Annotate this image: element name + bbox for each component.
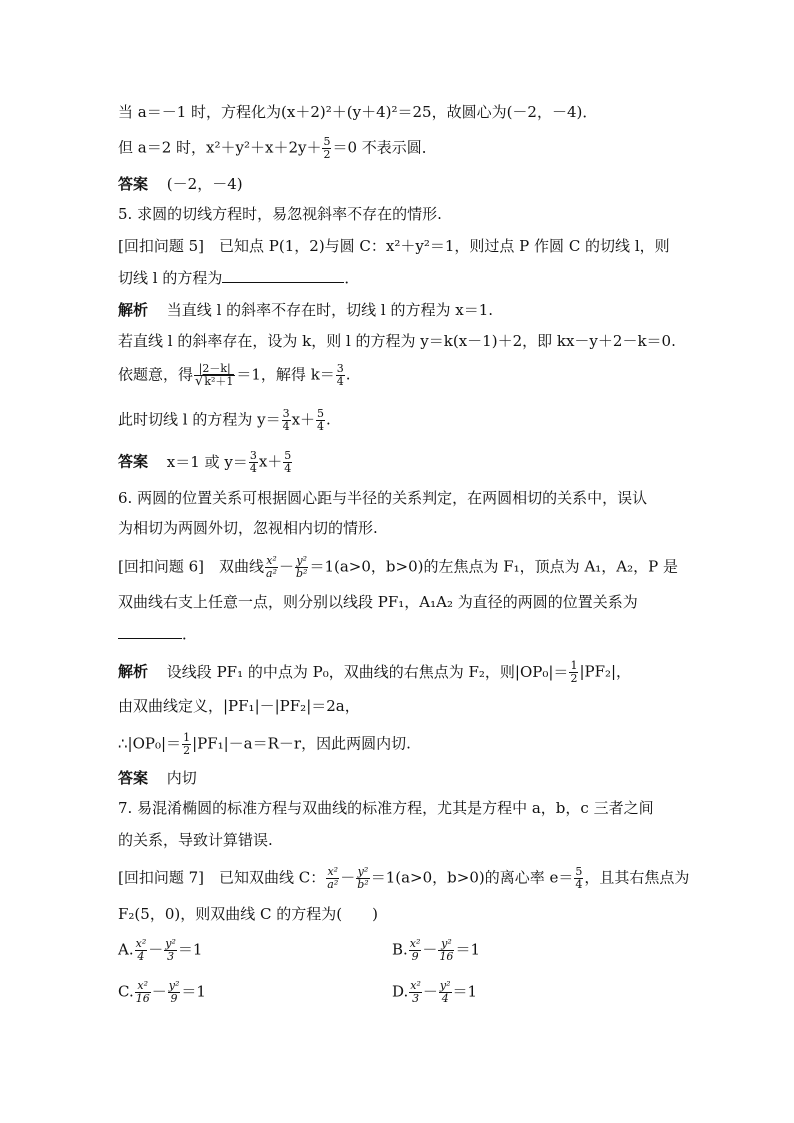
analysis-label: 解析 <box>118 301 149 319</box>
fraction: $\frac{\text{y²}}{3}$ <box>165 937 176 963</box>
option-b[interactable] <box>392 938 480 963</box>
body-text: [回扣问题 6] 双曲线 <box>118 557 265 576</box>
body-text: |PF₂|， <box>579 662 632 681</box>
analysis-label: 解析 <box>118 662 149 681</box>
text-line <box>118 363 351 388</box>
option-a[interactable] <box>118 938 202 963</box>
body-text: 双曲线右支上任意一点，则分别以线段 PF₁，A₁A₂ 为直径的两圆的位置关系为 <box>118 593 638 611</box>
body-text: ＝1，解得 k＝ <box>236 365 335 384</box>
answer-text: x＝1 或 y＝ <box>166 452 248 471</box>
body-text: 但 a＝2 时，x²＋y²＋x＋2y＋ <box>118 138 322 157</box>
fraction: $\frac{\text{x²}}{4}$ <box>135 937 147 963</box>
fraction: $\frac{5}{4}$ <box>317 407 325 433</box>
fraction: $\frac{5}{4}$ <box>575 865 583 891</box>
body-text: 切线 l 的方程为 <box>118 269 223 287</box>
body-text: [回扣问题 5] 已知点 P(1，2)与圆 C：x²＋y²＝1，则过点 P 作圆 C 的切线 l，则 <box>118 237 670 255</box>
fraction: $\frac{\text{y²}}{4}$ <box>439 979 451 1005</box>
question-line <box>118 268 359 288</box>
option-d[interactable] <box>392 980 477 1005</box>
answer-line <box>118 450 293 475</box>
body-text: 若直线 l 的斜率存在，设为 k，则 l 的方程为 y＝k(x－1)＋2，即 kx－y＋2－k＝0. <box>118 332 676 350</box>
body-text: 由双曲线定义，|PF₁|－|PF₂|＝2a， <box>118 697 360 715</box>
minus-sign: － <box>148 940 164 959</box>
fraction: $\frac{3}{4}$ <box>282 407 290 433</box>
option-label: A. <box>118 940 134 959</box>
body-text: 6. 两圆的位置关系可根据圆心距与半径的关系判定，在两圆相切的关系中，误认 <box>118 489 648 507</box>
fraction: $\frac{|2-k|}{\text{√k²＋1}}$ <box>195 362 234 389</box>
question-line <box>118 866 689 891</box>
body-text: |PF₁|－a＝R－r，因此两圆内切. <box>192 734 411 753</box>
body-text: 设线段 PF₁ 的中点为 P₀，双曲线的右焦点为 F₂，则|OP₀|＝ <box>166 662 569 681</box>
option-label: C. <box>118 982 134 1001</box>
minus-sign: － <box>340 868 356 887</box>
question-line <box>118 624 197 644</box>
text-line <box>118 102 597 122</box>
text-line <box>118 136 437 161</box>
option-c[interactable] <box>118 980 206 1005</box>
section-heading <box>118 204 442 224</box>
text-line <box>118 518 378 538</box>
answer-label: 答案 <box>118 452 149 471</box>
fraction: $\frac{5}{4}$ <box>284 449 292 475</box>
fraction: $\frac{\text{y²}}{9}$ <box>168 979 180 1005</box>
text-line <box>118 331 676 351</box>
body-text: 当 a＝－1 时，方程化为(x＋2)²＋(y＋4)²＝25，故圆心为(－2，－4)． <box>118 103 598 121</box>
punct: . <box>345 365 351 384</box>
body-text: 的关系，导致计算错误. <box>118 831 273 849</box>
question-line <box>118 592 638 612</box>
punct: . <box>326 410 331 429</box>
fraction: $\frac{\text{x²}}{9}$ <box>409 937 421 963</box>
text-line <box>118 732 411 757</box>
answer-line <box>118 174 243 194</box>
answer-text: 内切 <box>166 769 197 787</box>
equals-one: ＝1 <box>455 940 480 959</box>
equals-one: ＝1 <box>181 982 206 1001</box>
body-text: F₂(5，0)，则双曲线 C 的方程为( ) <box>118 905 378 923</box>
body-text: 当直线 l 的斜率不存在时，切线 l 的方程为 x＝1. <box>166 301 494 319</box>
answer-line <box>118 768 197 788</box>
fraction: $\frac{5}{2}$ <box>323 135 331 161</box>
fraction: $\frac{\text{x²}}{3}$ <box>410 979 421 1005</box>
fraction: $\frac{3}{4}$ <box>249 449 257 475</box>
body-text: ＝1(a>0，b>0)的离心率 e＝ <box>370 868 574 887</box>
option-label: B. <box>392 940 408 959</box>
body-text: ，且其右焦点为 <box>584 868 690 887</box>
body-text: 7. 易混淆椭圆的标准方程与双曲线的标准方程，尤其是方程中 a，b，c 三者之间 <box>118 799 654 817</box>
question-line <box>118 236 670 256</box>
body-text: 为相切为两圆外切，忽视相内切的情形. <box>118 519 378 537</box>
fraction: $\frac{\text{x²}}{\text{a²}}$ <box>327 865 339 891</box>
body-text: ∴|OP₀|＝ <box>118 734 182 753</box>
analysis-line <box>118 300 493 320</box>
option-label: D. <box>392 982 409 1001</box>
minus-sign: － <box>279 557 295 576</box>
answer-label: 答案 <box>118 769 149 787</box>
answer-text: (－2，－4) <box>166 175 243 193</box>
fraction: $\frac{3}{4}$ <box>336 362 344 388</box>
fraction: $\frac{\text{y²}}{\text{b²}}$ <box>296 554 308 580</box>
answer-text: x＋ <box>258 452 283 471</box>
body-text: 5. 求圆的切线方程时，易忽视斜率不存在的情形. <box>118 205 442 223</box>
body-text: 依题意，得 <box>118 365 194 384</box>
fraction: $\frac{1}{2}$ <box>570 659 578 685</box>
question-line <box>118 904 378 924</box>
answer-label: 答案 <box>118 175 149 193</box>
section-heading <box>118 488 647 508</box>
fraction: $\frac{\text{x²}}{16}$ <box>135 979 150 1005</box>
equals-one: ＝1 <box>177 940 203 959</box>
answer-blank <box>222 268 344 283</box>
body-text: 此时切线 l 的方程为 y＝ <box>118 410 281 429</box>
fraction: $\frac{1}{2}$ <box>183 731 191 757</box>
body-text: ＝0 不表示圆． <box>332 138 437 157</box>
answer-blank <box>118 624 182 639</box>
fraction: $\frac{\text{x²}}{\text{a²}}$ <box>266 554 277 580</box>
section-heading <box>118 798 654 818</box>
body-text: [回扣问题 7] 已知双曲线 C： <box>118 868 326 887</box>
text-line <box>118 830 273 850</box>
minus-sign: － <box>422 982 438 1001</box>
analysis-line <box>118 660 631 685</box>
body-text: ＝1(a>0，b>0)的左焦点为 F₁，顶点为 A₁，A₂，P 是 <box>309 557 678 576</box>
body-text: x＋ <box>291 410 316 429</box>
fraction: $\frac{\text{y²}}{16}$ <box>439 937 454 963</box>
minus-sign: － <box>422 940 438 959</box>
question-line <box>118 555 678 580</box>
text-line <box>118 408 331 433</box>
text-line <box>118 696 360 716</box>
punct: ． <box>344 269 360 287</box>
punct: ． <box>182 625 198 643</box>
equals-one: ＝1 <box>452 982 478 1001</box>
fraction: $\frac{\text{y²}}{\text{b²}}$ <box>357 865 369 891</box>
minus-sign: － <box>151 982 167 1001</box>
